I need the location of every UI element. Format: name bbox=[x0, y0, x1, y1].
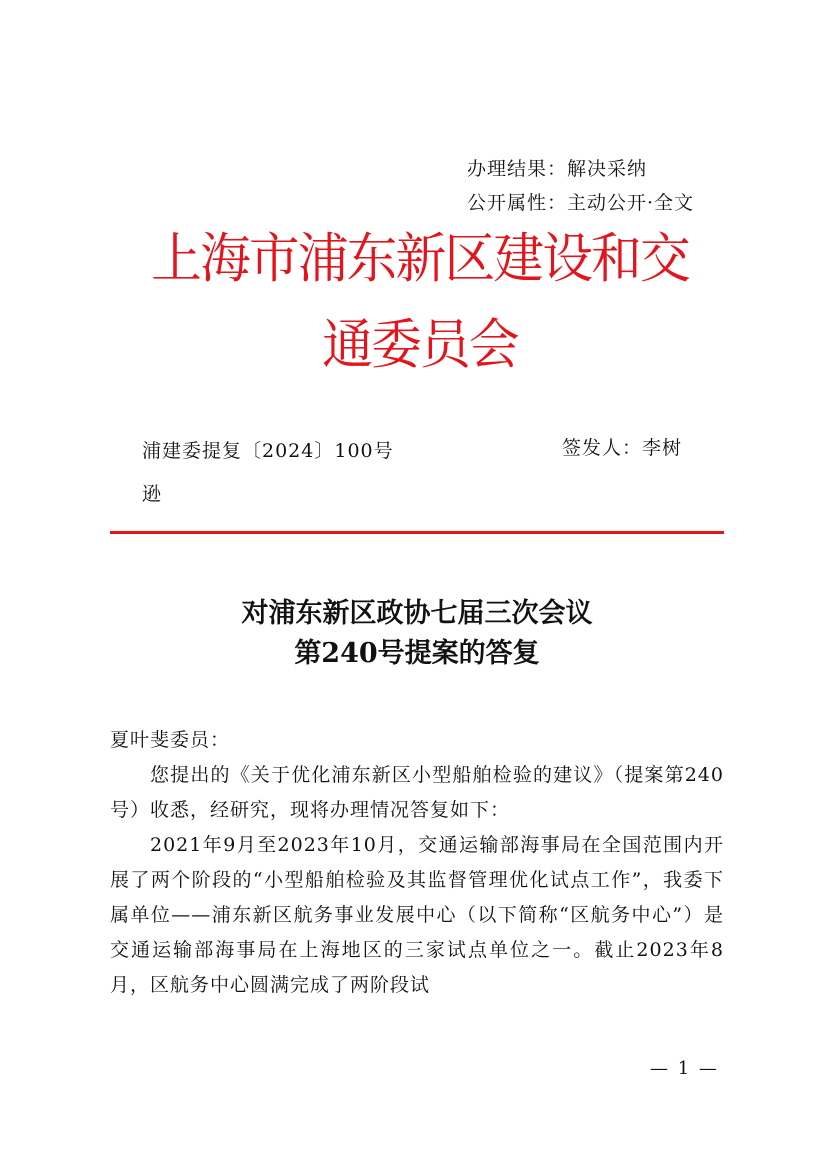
signer: 签发人：李树逊 bbox=[142, 437, 683, 505]
issuing-organization-title: 上海市浦东新区建设和交通委员会 bbox=[151, 227, 689, 376]
reply-title bbox=[110, 594, 724, 674]
document-meta bbox=[467, 152, 694, 220]
red-separator-line bbox=[110, 531, 724, 534]
page-number: — 1 — bbox=[650, 1058, 719, 1079]
document-number: 浦建委提复〔2024〕100号 bbox=[142, 440, 394, 462]
body-paragraph-2: 2021年9月至2023年10月，交通运输部海事局在全国范围内开展了两个阶段的“小型船舶检验及其监督管理优化试点工作”，我委下属单位——浦东新区航务事业发展中心（以下简称“区航务中心”）是交通运输部海事局在上海地区的三家试点单位之一。截止2023年8月，区航务中心圆满完成了两阶段试 bbox=[110, 834, 724, 996]
reply-title-line-1: 对浦东新区政协七届三次会议 bbox=[241, 598, 593, 629]
document-body bbox=[110, 723, 724, 1003]
body-paragraph-1: 您提出的《关于优化浦东新区小型船舶检验的建议》（提案第240号）收悉，经研究，现将办理情况答复如下： bbox=[110, 764, 724, 821]
handling-result: 办理结果：解决采纳 bbox=[467, 158, 648, 180]
salutation: 夏叶斐委员： bbox=[110, 729, 231, 751]
disclosure-attribute: 公开属性：主动公开·全文 bbox=[467, 192, 695, 214]
reply-title-line-2: 第240号提案的答复 bbox=[294, 638, 540, 669]
